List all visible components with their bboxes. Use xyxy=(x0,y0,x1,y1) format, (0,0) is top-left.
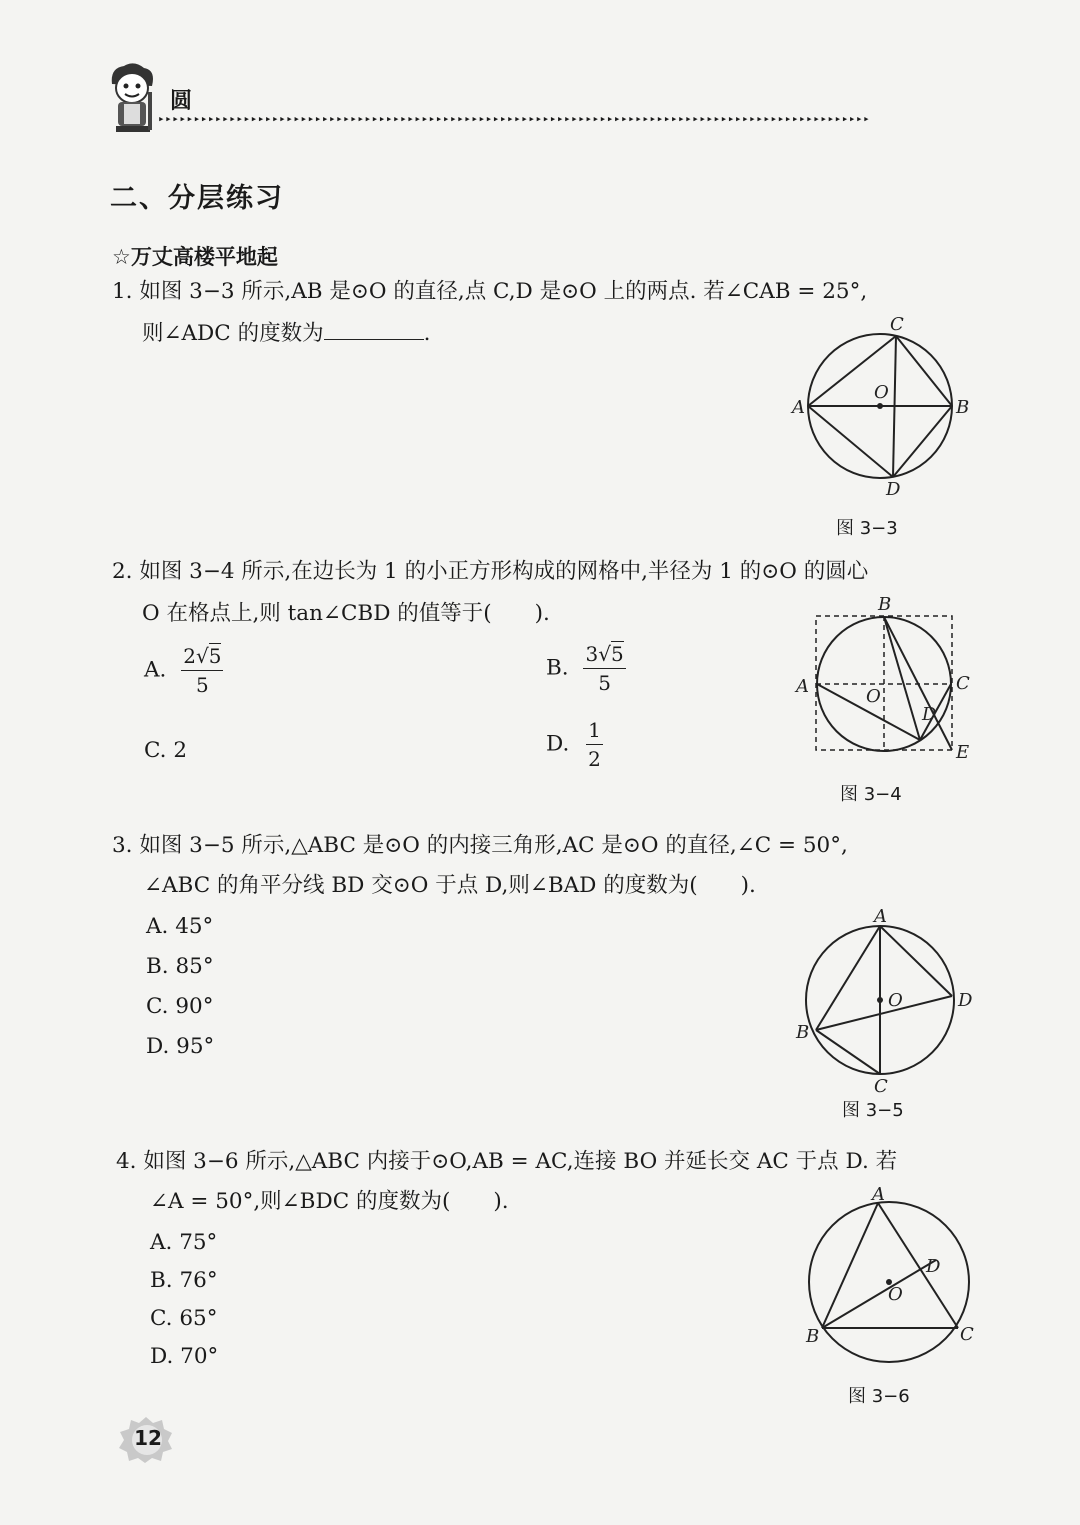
chord-ab xyxy=(816,926,880,1030)
question-3-line2: ∠ABC 的角平分线 BD 交⊙O 于点 D,则∠BAD 的度数为( ). xyxy=(144,873,756,898)
question-4-line1: 4. 如图 3−6 所示,△ABC 内接于⊙O,AB = AC,连接 BO 并延长交 AC 于点 D. 若 xyxy=(116,1149,898,1174)
q4-option-c[interactable]: C. 65° xyxy=(150,1306,218,1331)
header-divider: ▸▸▸▸▸▸▸▸▸▸▸▸▸▸▸▸▸▸▸▸▸▸▸▸▸▸▸▸▸▸▸▸▸▸▸▸▸▸▸▸▸▸▸▸▸▸▸▸▸▸▸▸▸▸▸▸▸▸▸▸▸▸▸▸▸▸▸▸▸▸▸▸▸▸▸▸▸▸▸▸▸▸▸▸▸▸▸▸▸▸▸▸▸▸▸▸▸▸▸▸ xyxy=(158,112,871,125)
label-a: A xyxy=(872,1186,885,1205)
label-d: D xyxy=(926,1256,941,1277)
q2-option-c[interactable]: C. 2 xyxy=(144,738,188,763)
label-c: C xyxy=(956,673,970,694)
q3-option-b[interactable]: B. 85° xyxy=(146,954,214,979)
mascot-icon xyxy=(104,62,160,134)
label-d: D xyxy=(958,990,973,1011)
label-b: B xyxy=(878,594,892,615)
fraction: $\frac{1}{2}$ xyxy=(588,718,601,771)
question-2-line2: O 在格点上,则 tan∠CBD 的值等于( ). xyxy=(142,601,550,626)
label-b: B xyxy=(806,1326,820,1347)
q2-option-d[interactable]: D. $\frac{1}{2}$ xyxy=(546,718,601,771)
label-d: D xyxy=(922,704,937,725)
question-3-line1: 3. 如图 3−5 所示,△ABC 是⊙O 的内接三角形,AC 是⊙O 的直径,∠C = 50°, xyxy=(112,833,848,858)
label-d: D xyxy=(886,479,901,500)
answer-blank xyxy=(324,317,424,340)
question-1-line2: 则∠ADC 的度数为 . xyxy=(142,314,430,354)
chord-ad xyxy=(808,406,893,477)
figure-3-6 xyxy=(796,1186,986,1366)
question-1-line1: 1. 如图 3−3 所示,AB 是⊙O 的直径,点 C,D 是⊙O 上的两点. 若∠CAB = 25°, xyxy=(112,279,868,304)
label-o: O xyxy=(874,382,889,403)
page-number: 12 xyxy=(134,1426,162,1450)
label-o: O xyxy=(888,990,903,1011)
q4-option-b[interactable]: B. 76° xyxy=(150,1268,218,1293)
question-2-line1: 2. 如图 3−4 所示,在边长为 1 的小正方形构成的网格中,半径为 1 的⊙O 的圆心 xyxy=(112,559,869,584)
label-a: A xyxy=(792,397,805,418)
q3-option-d[interactable]: D. 95° xyxy=(146,1034,215,1059)
caption-3-6: 图 3−6 xyxy=(848,1386,910,1407)
q2-option-a[interactable]: A. $\frac{2√5}{5}$ xyxy=(144,644,222,697)
q3-option-c[interactable]: C. 90° xyxy=(146,994,214,1019)
label-b: B xyxy=(796,1022,810,1043)
question-4-line2: ∠A = 50°,则∠BDC 的度数为( ). xyxy=(150,1189,509,1214)
fraction: $\frac{2√5}{5}$ xyxy=(183,644,222,697)
center-point xyxy=(877,403,883,409)
label-c: C xyxy=(890,314,904,335)
caption-3-4: 图 3−4 xyxy=(840,784,902,805)
fraction: $\frac{3√5}{5}$ xyxy=(585,642,624,695)
figure-3-4 xyxy=(790,592,980,767)
sub-title: ☆万丈高楼平地起 xyxy=(112,245,278,269)
chord-bd xyxy=(816,996,952,1030)
label-o: O xyxy=(888,1284,903,1305)
q2-option-b[interactable]: B. $\frac{3√5}{5}$ xyxy=(546,642,624,695)
q4-option-d[interactable]: D. 70° xyxy=(150,1344,219,1369)
chord-ad xyxy=(880,926,952,996)
figure-3-5 xyxy=(788,908,983,1098)
chapter-title: 圆 xyxy=(170,88,193,114)
label-b: B xyxy=(956,397,970,418)
label-e: E xyxy=(956,742,970,763)
q3-option-a[interactable]: A. 45° xyxy=(146,914,214,939)
side-ab xyxy=(822,1203,878,1328)
line-bd xyxy=(822,1260,936,1328)
label-c: C xyxy=(874,1076,888,1097)
label-a: A xyxy=(796,676,809,697)
side-ac xyxy=(878,1203,958,1328)
q4-option-a[interactable]: A. 75° xyxy=(150,1230,218,1255)
caption-3-5: 图 3−5 xyxy=(842,1100,904,1121)
center-point xyxy=(877,997,883,1003)
label-c: C xyxy=(960,1324,974,1345)
label-a: A xyxy=(874,908,887,927)
section-title: 二、分层练习 xyxy=(110,183,284,214)
caption-3-3: 图 3−3 xyxy=(836,518,898,539)
label-o: O xyxy=(866,686,881,707)
figure-3-3 xyxy=(780,310,980,500)
